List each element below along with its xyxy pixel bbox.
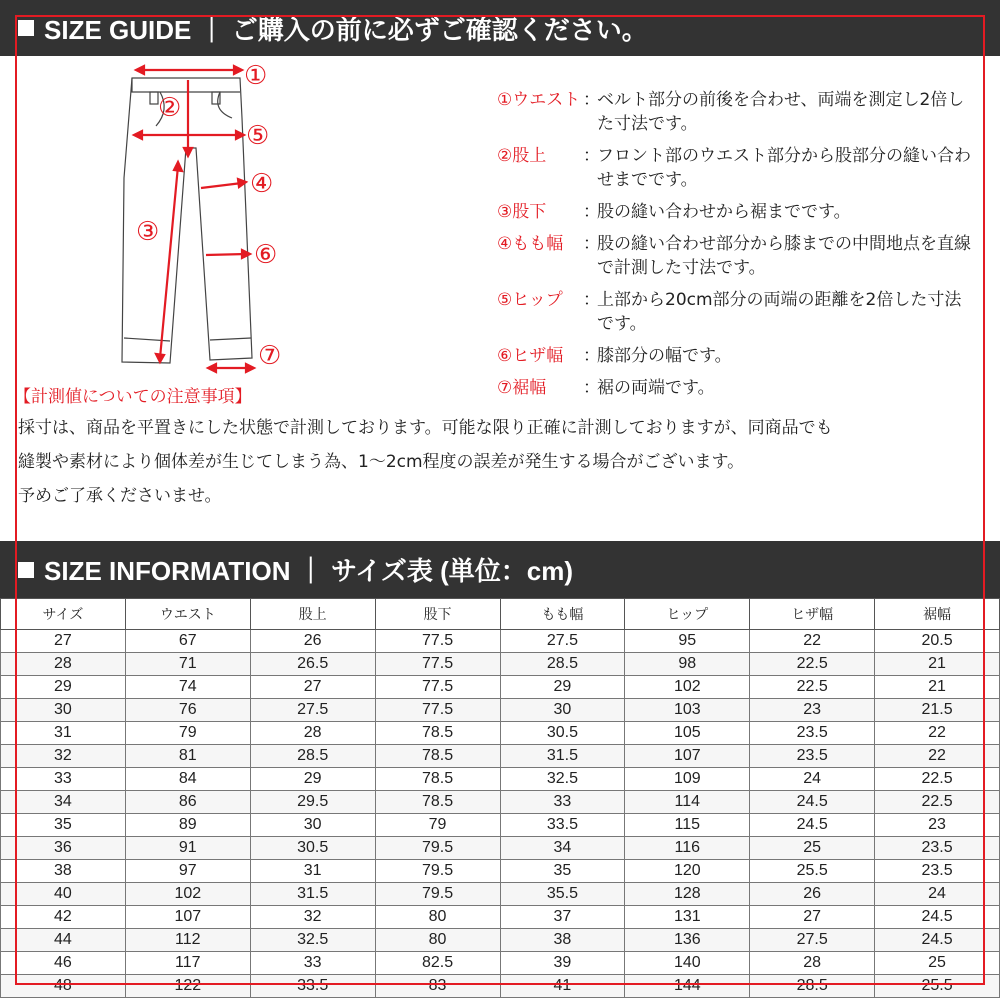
table-cell: 122 <box>125 975 250 998</box>
table-cell: 25 <box>750 837 875 860</box>
table-cell: 35 <box>500 860 625 883</box>
table-cell: 22.5 <box>875 791 1000 814</box>
table-cell: 120 <box>625 860 750 883</box>
size-table <box>0 598 1000 998</box>
legend-row: ⑤ヒップ ： 上部から20cm部分の両端の距離を2倍した寸法です。 <box>497 288 977 336</box>
table-cell: 80 <box>375 906 500 929</box>
legend-desc: 膝部分の幅です。 <box>597 346 732 366</box>
table-cell: 28 <box>1 653 126 676</box>
table-cell: 29.5 <box>250 791 375 814</box>
legend-desc: 股の縫い合わせ部分から膝までの中間地点を直線で計測した寸法です。 <box>597 234 971 278</box>
table-cell: 140 <box>625 952 750 975</box>
table-row <box>1 768 1000 791</box>
table-header-row <box>1 599 1000 630</box>
table-cell: 102 <box>625 676 750 699</box>
table-cell: 40 <box>1 883 126 906</box>
table-cell: 32.5 <box>500 768 625 791</box>
table-cell: 30 <box>1 699 126 722</box>
legend-row: ③股下 ： 股の縫い合わせから裾までです。 <box>497 200 977 224</box>
size-guide-header <box>0 0 1000 56</box>
notice-line: 予めご了承くださいませ。 <box>18 486 222 506</box>
legend-key: ⑦裾幅 <box>497 378 547 398</box>
table-cell: 23.5 <box>750 745 875 768</box>
table-cell: 29 <box>250 768 375 791</box>
table-cell: 81 <box>125 745 250 768</box>
square-bullet-icon <box>18 562 34 578</box>
size-guide-title: SIZE GUIDE ｜ ご購入の前に必ずご確認ください。 <box>44 14 648 45</box>
table-cell: 33 <box>250 952 375 975</box>
table-cell: 34 <box>1 791 126 814</box>
table-cell: 103 <box>625 699 750 722</box>
table-cell: 27 <box>250 676 375 699</box>
table-cell: 27 <box>1 630 126 653</box>
table-row <box>1 860 1000 883</box>
table-cell: 28 <box>250 722 375 745</box>
legend-key: ②股上 <box>497 146 547 166</box>
table-cell: 22.5 <box>750 653 875 676</box>
table-cell: 107 <box>625 745 750 768</box>
table-cell: 71 <box>125 653 250 676</box>
table-cell: 30 <box>500 699 625 722</box>
table-cell: 24.5 <box>750 814 875 837</box>
table-row <box>1 952 1000 975</box>
table-cell: 77.5 <box>375 653 500 676</box>
table-cell: 24 <box>750 768 875 791</box>
table-cell: 116 <box>625 837 750 860</box>
table-cell: 30.5 <box>500 722 625 745</box>
table-cell: 23 <box>875 814 1000 837</box>
table-cell: 22.5 <box>875 768 1000 791</box>
table-cell: 28 <box>750 952 875 975</box>
legend-row: ⑦裾幅 ： 裾の両端です。 <box>497 376 977 400</box>
table-cell: 77.5 <box>375 676 500 699</box>
marker-1: ① <box>244 61 268 91</box>
table-row <box>1 745 1000 768</box>
marker-7: ⑦ <box>258 341 282 371</box>
table-cell: 28.5 <box>750 975 875 998</box>
table-cell: 31 <box>1 722 126 745</box>
table-cell: 23.5 <box>875 860 1000 883</box>
legend-key: ⑥ヒザ幅 <box>497 346 564 366</box>
table-cell: 98 <box>625 653 750 676</box>
column-header: ヒップ <box>625 599 750 630</box>
table-row <box>1 676 1000 699</box>
legend-desc: 股の縫い合わせから裾までです。 <box>597 202 851 222</box>
legend-key: ③股下 <box>497 202 547 222</box>
table-cell: 24.5 <box>750 791 875 814</box>
table-cell: 114 <box>625 791 750 814</box>
table-cell: 82.5 <box>375 952 500 975</box>
table-cell: 38 <box>500 929 625 952</box>
table-cell: 35.5 <box>500 883 625 906</box>
table-cell: 136 <box>625 929 750 952</box>
table-cell: 83 <box>375 975 500 998</box>
table-cell: 34 <box>500 837 625 860</box>
table-cell: 24.5 <box>875 929 1000 952</box>
table-cell: 26.5 <box>250 653 375 676</box>
table-cell: 26 <box>750 883 875 906</box>
legend-desc: ベルト部分の前後を合わせ、両端を測定し2倍した寸法です。 <box>597 90 965 134</box>
table-row <box>1 883 1000 906</box>
table-cell: 25.5 <box>875 975 1000 998</box>
table-cell: 22.5 <box>750 676 875 699</box>
table-row <box>1 929 1000 952</box>
table-cell: 144 <box>625 975 750 998</box>
table-cell: 41 <box>500 975 625 998</box>
column-header: ウエスト <box>125 599 250 630</box>
table-cell: 107 <box>125 906 250 929</box>
column-header: ヒザ幅 <box>750 599 875 630</box>
notice-line: 採寸は、商品を平置きにした状態で計測しております。可能な限り正確に計測しておりますが、同商品でも <box>18 418 833 438</box>
legend-key: ⑤ヒップ <box>497 290 563 310</box>
table-row <box>1 653 1000 676</box>
table-cell: 80 <box>375 929 500 952</box>
table-cell: 105 <box>625 722 750 745</box>
table-cell: 33.5 <box>250 975 375 998</box>
table-row <box>1 630 1000 653</box>
table-cell: 21 <box>875 676 1000 699</box>
table-cell: 117 <box>125 952 250 975</box>
legend-key: ④もも幅 <box>497 234 564 254</box>
legend-row: ①ウエスト ： ベルト部分の前後を合わせ、両端を測定し2倍した寸法です。 <box>497 88 977 136</box>
table-cell: 78.5 <box>375 745 500 768</box>
table-cell: 131 <box>625 906 750 929</box>
table-cell: 27.5 <box>750 929 875 952</box>
table-cell: 77.5 <box>375 630 500 653</box>
table-cell: 78.5 <box>375 768 500 791</box>
table-cell: 32 <box>1 745 126 768</box>
notice-line: 縫製や素材により個体差が生じてしまう為、1〜2cm程度の誤差が発生する場合がございます。 <box>18 452 745 472</box>
table-cell: 29 <box>500 676 625 699</box>
legend-desc: フロント部のウエスト部分から股部分の縫い合わせまでです。 <box>597 146 971 190</box>
table-cell: 128 <box>625 883 750 906</box>
size-information-header <box>0 541 1000 598</box>
column-header: 股下 <box>375 599 500 630</box>
marker-2: ② <box>158 93 182 123</box>
table-cell: 22 <box>875 745 1000 768</box>
table-cell: 32.5 <box>250 929 375 952</box>
table-cell: 22 <box>750 630 875 653</box>
table-cell: 24 <box>875 883 1000 906</box>
table-cell: 27.5 <box>250 699 375 722</box>
table-cell: 21 <box>875 653 1000 676</box>
table-cell: 86 <box>125 791 250 814</box>
table-cell: 23.5 <box>875 837 1000 860</box>
table-cell: 112 <box>125 929 250 952</box>
marker-5: ⑤ <box>246 121 270 151</box>
legend-key: ①ウエスト <box>497 90 581 110</box>
table-cell: 109 <box>625 768 750 791</box>
table-cell: 102 <box>125 883 250 906</box>
table-cell: 32 <box>250 906 375 929</box>
notice-body <box>18 411 988 513</box>
table-cell: 97 <box>125 860 250 883</box>
table-cell: 33 <box>1 768 126 791</box>
measurement-legend <box>497 88 977 408</box>
table-cell: 115 <box>625 814 750 837</box>
table-cell: 26 <box>250 630 375 653</box>
table-cell: 30.5 <box>250 837 375 860</box>
table-row <box>1 699 1000 722</box>
table-cell: 79 <box>375 814 500 837</box>
table-cell: 25.5 <box>750 860 875 883</box>
table-row <box>1 791 1000 814</box>
size-information-title: SIZE INFORMATION ｜ サイズ表 (単位：cm) <box>44 556 573 586</box>
table-cell: 35 <box>1 814 126 837</box>
table-cell: 44 <box>1 929 126 952</box>
column-header: 裾幅 <box>875 599 1000 630</box>
table-cell: 91 <box>125 837 250 860</box>
table-cell: 25 <box>875 952 1000 975</box>
legend-row: ④もも幅 ： 股の縫い合わせ部分から膝までの中間地点を直線で計測した寸法です。 <box>497 232 977 280</box>
table-cell: 76 <box>125 699 250 722</box>
table-cell: 33 <box>500 791 625 814</box>
table-cell: 79.5 <box>375 860 500 883</box>
table-cell: 22 <box>875 722 1000 745</box>
pants-illustration <box>100 58 400 378</box>
table-cell: 27.5 <box>500 630 625 653</box>
table-row <box>1 814 1000 837</box>
table-cell: 67 <box>125 630 250 653</box>
table-cell: 79.5 <box>375 883 500 906</box>
table-cell: 23 <box>750 699 875 722</box>
table-cell: 21.5 <box>875 699 1000 722</box>
column-header: もも幅 <box>500 599 625 630</box>
table-cell: 78.5 <box>375 791 500 814</box>
legend-row: ②股上 ： フロント部のウエスト部分から股部分の縫い合わせまでです。 <box>497 144 977 192</box>
table-cell: 79.5 <box>375 837 500 860</box>
table-cell: 36 <box>1 837 126 860</box>
column-header: サイズ <box>1 599 126 630</box>
table-cell: 31 <box>250 860 375 883</box>
table-cell: 77.5 <box>375 699 500 722</box>
table-row <box>1 975 1000 998</box>
table-cell: 24.5 <box>875 906 1000 929</box>
legend-desc: 上部から20cm部分の両端の距離を2倍した寸法です。 <box>597 290 962 334</box>
table-cell: 31.5 <box>500 745 625 768</box>
marker-6: ⑥ <box>254 240 278 270</box>
table-row <box>1 906 1000 929</box>
table-cell: 84 <box>125 768 250 791</box>
table-cell: 78.5 <box>375 722 500 745</box>
legend-row: ⑥ヒザ幅 ： 膝部分の幅です。 <box>497 344 977 368</box>
column-header: 股上 <box>250 599 375 630</box>
table-cell: 28.5 <box>250 745 375 768</box>
table-cell: 38 <box>1 860 126 883</box>
table-cell: 79 <box>125 722 250 745</box>
table-cell: 48 <box>1 975 126 998</box>
table-cell: 42 <box>1 906 126 929</box>
table-cell: 39 <box>500 952 625 975</box>
table-row <box>1 722 1000 745</box>
marker-4: ④ <box>250 169 274 199</box>
table-cell: 29 <box>1 676 126 699</box>
table-cell: 33.5 <box>500 814 625 837</box>
table-cell: 37 <box>500 906 625 929</box>
notice-title: 【計測値についての注意事項】 <box>14 387 252 407</box>
legend-desc: 裾の両端です。 <box>597 378 715 398</box>
table-cell: 74 <box>125 676 250 699</box>
table-row <box>1 837 1000 860</box>
table-cell: 95 <box>625 630 750 653</box>
table-cell: 30 <box>250 814 375 837</box>
square-bullet-icon <box>18 20 34 36</box>
table-cell: 23.5 <box>750 722 875 745</box>
pants-diagram <box>100 58 400 378</box>
table-cell: 31.5 <box>250 883 375 906</box>
table-cell: 27 <box>750 906 875 929</box>
table-cell: 28.5 <box>500 653 625 676</box>
marker-3: ③ <box>136 217 160 247</box>
table-cell: 46 <box>1 952 126 975</box>
table-cell: 89 <box>125 814 250 837</box>
table-cell: 20.5 <box>875 630 1000 653</box>
